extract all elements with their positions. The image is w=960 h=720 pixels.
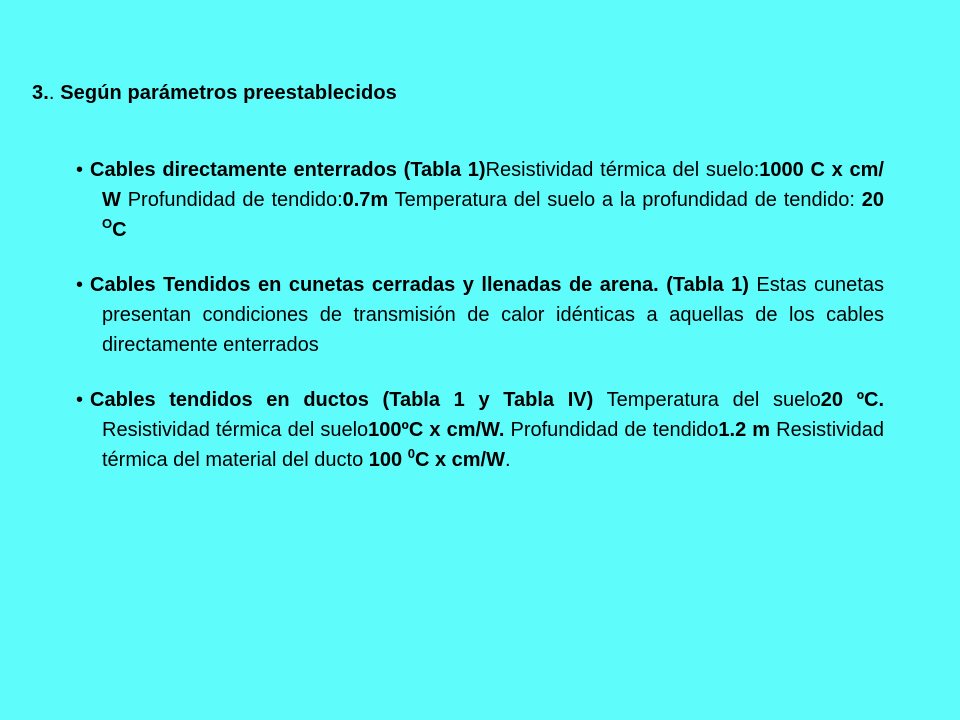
bullet-1-text-c: Temperatura del suelo a la profundidad de tendido: bbox=[388, 189, 862, 211]
bullet-1-title: Cables directamente enterrados (Tabla 1) bbox=[90, 159, 486, 181]
bullet-1-value-resistivity: 1000 C x cm/ W bbox=[102, 159, 884, 211]
bullet-3-value-depth: 1.2 m bbox=[718, 419, 771, 441]
bullet-icon: • bbox=[76, 389, 84, 411]
bullet-1-value-depth: 0.7m bbox=[342, 189, 389, 211]
heading-number: 3. bbox=[32, 82, 49, 104]
bullet-icon: • bbox=[76, 274, 84, 296]
heading-dot: . bbox=[48, 82, 55, 104]
bullet-1-text-a: Resistividad térmica del suelo: bbox=[485, 159, 760, 181]
bullet-list bbox=[76, 155, 884, 475]
bullet-icon: • bbox=[76, 159, 84, 181]
bullet-sand-trenches bbox=[76, 270, 884, 360]
bullet-3-text-a: Temperatura del suelo bbox=[593, 389, 821, 411]
bullet-3-title: Cables tendidos en ductos (Tabla 1 y Tabla IV) bbox=[90, 389, 594, 411]
bullet-3-text-b: Resistividad térmica del suelo bbox=[102, 419, 369, 441]
section-heading bbox=[32, 79, 397, 107]
bullet-directly-buried bbox=[76, 155, 884, 245]
bullet-3-degree-sup: 0 bbox=[407, 446, 415, 461]
heading-title: Según parámetros preestablecidos bbox=[54, 82, 397, 104]
bullet-2-text: Estas cunetas presentan condiciones de transmisión de calor idénticas a aquellas de los cables directamente enterrados bbox=[102, 274, 884, 356]
bullet-1-text-b: Profundidad de tendido: bbox=[120, 189, 343, 211]
bullet-3-text-c: Profundidad de tendido bbox=[504, 419, 719, 441]
bullet-3-period: . bbox=[505, 449, 511, 471]
bullet-2-title: Cables Tendidos en cunetas cerradas y llenadas de arena. (Tabla 1) bbox=[90, 274, 749, 296]
bullet-3-value-temp: 20 ºC. bbox=[820, 389, 885, 411]
bullet-1-value-temp: 20 bbox=[861, 189, 884, 211]
bullet-3-value-duct: 100 bbox=[368, 449, 408, 471]
bullet-1-degree-sup: O bbox=[102, 216, 113, 231]
bullet-3-value-resistivity: 100ºC x cm/W. bbox=[368, 419, 505, 441]
bullet-3-text-d: Resistividad térmica del material del ducto bbox=[102, 419, 884, 471]
bullet-3-value-duct-unit: C x cm/W bbox=[414, 449, 505, 471]
bullet-ducts bbox=[76, 385, 884, 475]
bullet-1-value-temp-unit: C bbox=[112, 219, 127, 241]
